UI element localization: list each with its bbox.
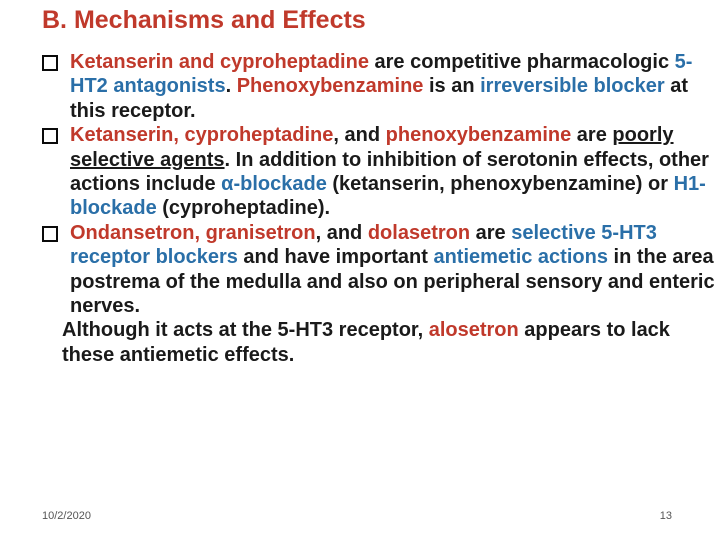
- checkbox-bullet-icon: [42, 55, 58, 71]
- page-number: 13: [659, 510, 672, 522]
- checkbox-bullet-icon: [42, 128, 58, 144]
- drug-names: Ketanserin and cyproheptadine: [70, 51, 369, 73]
- slide-body: [42, 50, 718, 367]
- footer-date: 10/2/2020: [42, 510, 91, 522]
- checkbox-bullet-icon: [42, 226, 58, 242]
- slide-title: B. Mechanisms and Effects: [42, 6, 366, 34]
- bullet-1: Ketanserin and cyproheptadine are competitive pharmacologic 5-HT2 antagonists. Phenoxybenzamine is an irreversible blocker at this receptor.: [42, 50, 718, 123]
- closing-paragraph: Although it acts at the 5-HT3 receptor, alosetron appears to lack these antiemetic effects.: [62, 319, 670, 366]
- bullet-3: Ondansetron, granisetron, and dolasetron are selective 5-HT3 receptor blockers and have important antiemetic actions in the area postrema of the medulla and also on peripheral sensory and enteric nerves.: [42, 221, 718, 319]
- bullet-2: Ketanserin, cyproheptadine, and phenoxybenzamine are poorly selective agents. In addition to inhibition of serotonin effects, other actions include α-blockade (ketanserin, phenoxybenzamine) or H1-blockade (cyproheptadine).: [42, 123, 718, 221]
